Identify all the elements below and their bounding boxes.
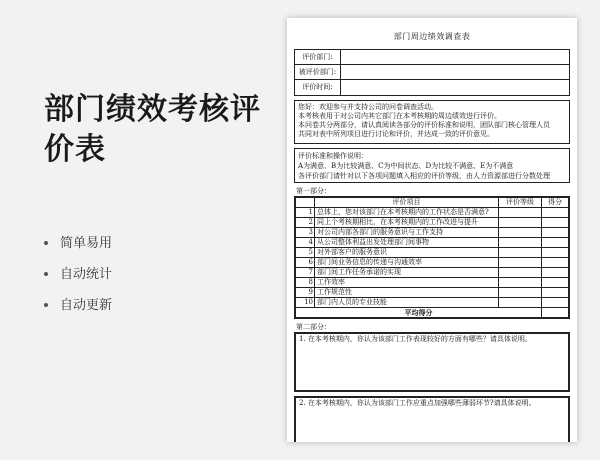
- item-number: 8: [295, 278, 315, 288]
- feature-item: [44, 259, 112, 290]
- grade-cell[interactable]: [499, 278, 542, 288]
- column-header-score: 得分: [542, 197, 570, 208]
- table-row: [295, 268, 569, 278]
- criteria-section: [294, 148, 570, 183]
- item-text: 部门间工作任务承诺的实现: [315, 268, 499, 278]
- table-row: [295, 258, 569, 268]
- info-row: [295, 65, 569, 80]
- table-row: [295, 228, 569, 238]
- table-row: [295, 298, 569, 308]
- item-number: 2: [295, 218, 315, 228]
- average-row: [295, 308, 569, 319]
- grade-cell[interactable]: [499, 268, 542, 278]
- score-cell: [542, 278, 570, 288]
- part2-label: 第二部分：: [296, 323, 331, 331]
- item-number: 6: [295, 258, 315, 268]
- document-preview: [287, 18, 577, 442]
- item-text: 工作规范性: [315, 288, 499, 298]
- grade-cell[interactable]: [499, 288, 542, 298]
- feature-list: [44, 228, 112, 321]
- intro-line: 您好：欢迎参与并支持公司的问卷调查活动。: [298, 103, 438, 111]
- feature-label: 自动统计: [60, 267, 113, 282]
- item-text: 对外部客户的服务意识: [315, 248, 499, 258]
- grade-cell[interactable]: [499, 208, 542, 218]
- criteria-line: 各评价部门请针对以下各项问题填入相应的评价等级，由人力资源部进行分数处理: [298, 172, 550, 180]
- feature-label: 自动更新: [60, 298, 113, 313]
- item-text: 部门内人员的专业技能: [315, 298, 499, 308]
- score-cell: [542, 268, 570, 278]
- info-row: [295, 50, 569, 65]
- bullet-icon: [44, 241, 48, 245]
- score-cell: [542, 248, 570, 258]
- table-row: [295, 248, 569, 258]
- item-number: 10: [295, 298, 315, 308]
- grade-cell[interactable]: [499, 248, 542, 258]
- headline: 部门绩效考核评价表: [44, 92, 261, 167]
- column-header-no: [295, 197, 315, 208]
- part1-label: 第一部分：: [296, 187, 331, 195]
- question-1-text: 1. 在本考核期内，你认为该部门工作表现较好的方面有哪些？请具体说明。: [299, 335, 532, 343]
- item-text: 总体上，您对该部门在本考核期内的工作状态是否满意?: [315, 208, 499, 218]
- info-label: 评价时间:: [295, 80, 341, 95]
- intro-line: 本问卷共分两部分，请认真阅读各部分的评价标准和说明，团队部门核心管理人员: [298, 121, 550, 129]
- grade-cell[interactable]: [499, 218, 542, 228]
- question-2-text: 2. 在本考核期内，你认为该部门工作应重点加强哪些薄弱环节?请具体说明。: [299, 399, 536, 407]
- table-row: [295, 278, 569, 288]
- document-title: 部门周边绩效调查表: [393, 32, 471, 41]
- question-2-box[interactable]: [294, 396, 570, 442]
- score-cell: [542, 298, 570, 308]
- grade-cell[interactable]: [499, 238, 542, 248]
- item-number: 1: [295, 208, 315, 218]
- info-label: 评价部门:: [295, 50, 341, 64]
- score-cell: [542, 258, 570, 268]
- item-number: 5: [295, 248, 315, 258]
- feature-label: 简单易用: [60, 236, 113, 251]
- item-text: 部门间业务信息的传递与沟通效率: [315, 258, 499, 268]
- average-score-cell: [542, 308, 570, 319]
- criteria-title: 评价标准和操作说明：: [298, 152, 368, 160]
- grade-cell[interactable]: [499, 258, 542, 268]
- column-header-grade: 评价等级: [499, 197, 542, 208]
- average-label: 平均得分: [295, 308, 542, 319]
- item-number: 7: [295, 268, 315, 278]
- score-cell: [542, 208, 570, 218]
- bullet-icon: [44, 272, 48, 276]
- score-cell: [542, 288, 570, 298]
- intro-text: [294, 100, 570, 144]
- item-number: 9: [295, 288, 315, 298]
- intro-line: 本考核表用于对公司内其它部门在本考核期的周边绩效进行评价。: [298, 112, 501, 120]
- table-row: [295, 238, 569, 248]
- grade-cell[interactable]: [499, 228, 542, 238]
- column-header-item: 评价项目: [315, 197, 499, 208]
- item-text: 对公司内部各部门的服务意识与工作支持: [315, 228, 499, 238]
- table-row: [295, 288, 569, 298]
- feature-item: [44, 228, 112, 259]
- item-text: 工作效率: [315, 278, 499, 288]
- item-number: 4: [295, 238, 315, 248]
- info-label: 被评价部门:: [295, 65, 341, 79]
- score-cell: [542, 218, 570, 228]
- criteria-line: A为满意、B为比较满意、C为中间状态、D为比较不满意、E为不满意: [298, 162, 514, 170]
- question-1-box[interactable]: [294, 332, 570, 392]
- info-fields: [294, 49, 570, 96]
- info-row: [295, 80, 569, 95]
- table-row: [295, 208, 569, 218]
- grade-cell[interactable]: [499, 298, 542, 308]
- item-text: 同上个考核期相比，在本考核期内的工作改进与提升: [315, 218, 499, 228]
- score-cell: [542, 238, 570, 248]
- table-header-row: [295, 197, 569, 208]
- intro-line: 共同对表中所列项目进行讨论和评价，并达成一致的评价意见。: [298, 130, 494, 138]
- feature-item: [44, 290, 112, 321]
- item-number: 3: [295, 228, 315, 238]
- score-cell: [542, 228, 570, 238]
- bullet-icon: [44, 303, 48, 307]
- table-row: [295, 218, 569, 228]
- rating-table: [294, 196, 570, 319]
- item-text: 从公司整体利益出发处理部门间事物: [315, 238, 499, 248]
